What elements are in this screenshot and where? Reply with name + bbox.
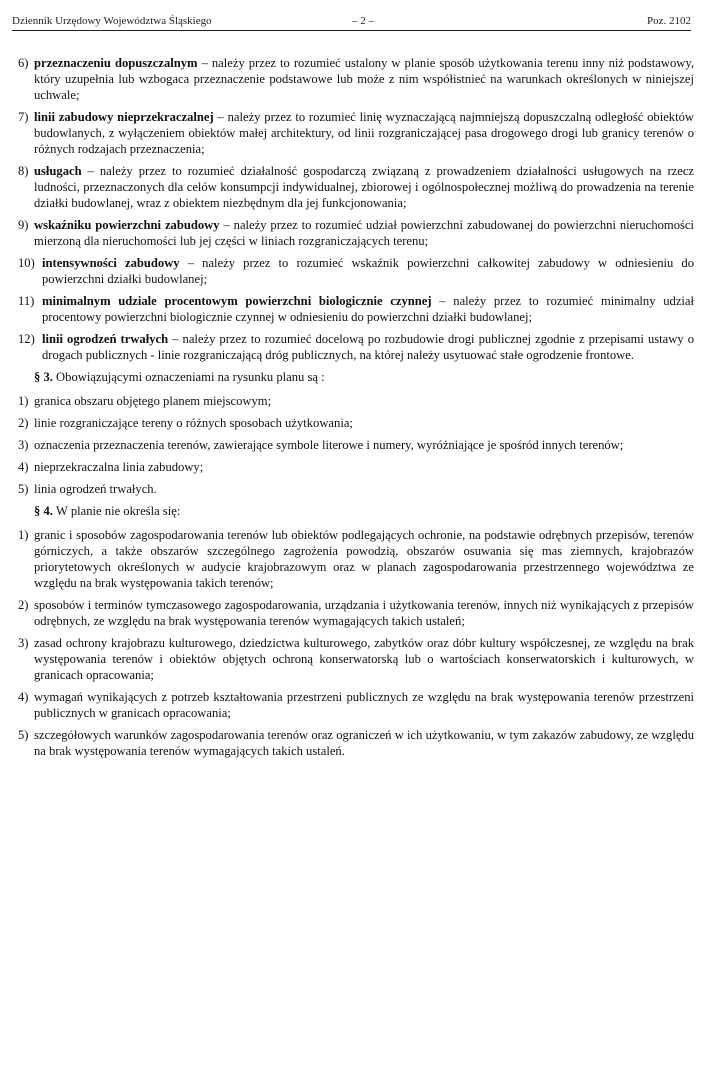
item-number: 10) <box>18 256 35 270</box>
definition-item <box>18 163 694 211</box>
item-number: 7) <box>18 110 29 124</box>
list-item <box>18 689 694 721</box>
definition-text: – należy przez to rozumieć udział powierzchni zabudowanej do powierzchni nieruchomości mierzoną dla nieruchomości lub jej części w liniach rozgraniczających terenu; <box>34 218 694 248</box>
list-item-text: granic i sposobów zagospodarowania terenów lub obiektów podlegających ochronie, na podstawie odrębnych przepisów, terenów górniczych, a także obszarów szczególnego zagrożenia powodzią, obszarów osuwania się mas ziemnych, krajobrazów priorytetowych określonych w audycie krajobrazowym oraz w planach zagospodarowania przestrzennego województwa ze względu na brak występowania takich terenów; <box>34 528 694 590</box>
definition-term: linii ogrodzeń trwałych <box>42 332 173 346</box>
item-number: 5) <box>18 728 29 742</box>
section-label: § 4. <box>34 504 57 518</box>
item-number: 4) <box>18 460 29 474</box>
definition-term: wskaźniku powierzchni zabudowy <box>34 218 224 232</box>
page-header <box>12 10 691 31</box>
item-number: 11) <box>18 294 35 308</box>
item-number: 1) <box>18 528 29 542</box>
list-item <box>18 415 694 431</box>
item-number: 12) <box>18 332 35 346</box>
list-item <box>18 393 694 409</box>
definition-text: – należy przez to rozumieć linię wyznaczającą najmniejszą dopuszczalną odległość obiektów budowlanych, z wyłączeniem obiektów małej architektury, od linii rozgraniczającej pasa drogowego drogi lub granicy terenów o różnych rodzajach przeznaczenia; <box>34 110 694 156</box>
definition-text: – należy przez to rozumieć działalność gospodarczą związaną z prowadzeniem działalności usługowych na rzecz ludności, przeznaczonych dla celów konsumpcji indywidualnej, zbiorowej i ogólnospołecznej możliwą do prowadzenia na terenie działki budowlanej, wraz z obiektem niezbędnym dla jej funkcjonowania; <box>34 164 694 210</box>
list-item-text: oznaczenia przeznaczenia terenów, zawierające symbole literowe i numery, wyróżniające je spośród innych terenów; <box>34 438 624 452</box>
item-number: 3) <box>18 438 29 452</box>
definition-item <box>18 255 694 287</box>
definition-term: linii zabudowy nieprzekraczalnej <box>34 110 218 124</box>
list-item-text: linie rozgraniczające tereny o różnych sposobach użytkowania; <box>34 416 353 430</box>
item-number: 3) <box>18 636 29 650</box>
list-item-text: sposobów i terminów tymczasowego zagospodarowania, urządzania i użytkowania terenów, innych niż wynikających z przepisów odrębnych, ze względu na brak występowania terenów wymagających takich ustaleń; <box>34 598 694 628</box>
item-number: 2) <box>18 416 29 430</box>
section-intro: Obowiązującymi oznaczeniami na rysunku planu są : <box>56 370 325 384</box>
journal-title: Dziennik Urzędowy Województwa Śląskiego <box>12 15 212 27</box>
definition-term: minimalnym udziale procentowym powierzchni biologicznie czynnej <box>42 294 440 308</box>
definition-text: – należy przez to rozumieć wskaźnik powierzchni całkowitej zabudowy w odniesieniu do powierzchni działki budowlanej; <box>42 256 695 286</box>
item-number: 2) <box>18 598 29 612</box>
definition-term: przeznaczeniu dopuszczalnym <box>34 56 202 70</box>
list-item <box>18 597 694 629</box>
definition-text: – należy przez to rozumieć ustalony w planie sposób użytkowania terenu inny niż podstawowy, który uzupełnia lub wzbogaca przeznaczenie podstawowe lub może z nim współistnieć na warunkach określonych w niniejszej uchwale; <box>34 56 695 102</box>
list-item <box>18 437 694 453</box>
list-item <box>18 727 694 759</box>
item-number: 5) <box>18 482 29 496</box>
item-number: 6) <box>18 56 29 70</box>
list-item-text: zasad ochrony krajobrazu kulturowego, dziedzictwa kulturowego, zabytków oraz dóbr kultury współczesnej, ze względu na brak występowania terenów i obiektów objętych ochroną konserwatorską lub o wartościach konserwatorskich i kulturowych, w granicach opracowania; <box>34 636 694 682</box>
definition-term: intensywności zabudowy <box>42 256 188 270</box>
definition-term: usługach <box>34 164 88 178</box>
document-body <box>18 55 694 765</box>
section-heading <box>34 369 694 385</box>
section-label: § 3. <box>34 370 57 384</box>
list-item-text: wymagań wynikających z potrzeb kształtowania przestrzeni publicznych ze względu na brak występowania terenów przestrzeni publicznych w granicach opracowania; <box>34 690 694 720</box>
list-item-text: nieprzekraczalna linia zabudowy; <box>34 460 204 474</box>
section-heading <box>34 503 694 519</box>
definition-text: – należy przez to rozumieć minimalny udział procentowy powierzchni biologicznie czynnej w odniesieniu do powierzchni działki budowlanej; <box>42 294 694 324</box>
list-item <box>18 527 694 591</box>
page-number: – 2 – <box>352 15 374 27</box>
item-number: 8) <box>18 164 29 178</box>
list-item-text: granica obszaru objętego planem miejscowym; <box>34 394 272 408</box>
definition-item <box>18 109 694 157</box>
section-intro: W planie nie określa się: <box>56 504 181 518</box>
list-item <box>18 481 694 497</box>
definition-text: – należy przez to rozumieć docelową po rozbudowie drogi publicznej zgodnie z przepisami ustawy o drogach publicznych - linie rozgraniczającą dróg publicznych, na której należy usytuować stałe ogrodzenie frontowe. <box>42 332 694 362</box>
definition-item <box>18 55 694 103</box>
definition-item <box>18 217 694 249</box>
item-number: 1) <box>18 394 29 408</box>
item-number: 9) <box>18 218 29 232</box>
list-item-text: linia ogrodzeń trwałych. <box>34 482 157 496</box>
definition-item <box>18 331 694 363</box>
position-number: Poz. 2102 <box>647 15 691 27</box>
item-number: 4) <box>18 690 29 704</box>
definition-item <box>18 293 694 325</box>
list-item <box>18 459 694 475</box>
list-item <box>18 635 694 683</box>
list-item-text: szczegółowych warunków zagospodarowania terenów oraz ograniczeń w ich użytkowaniu, w tym zakazów zabudowy, ze względu na brak występowania terenów wymagających takich ustaleń. <box>34 728 694 758</box>
